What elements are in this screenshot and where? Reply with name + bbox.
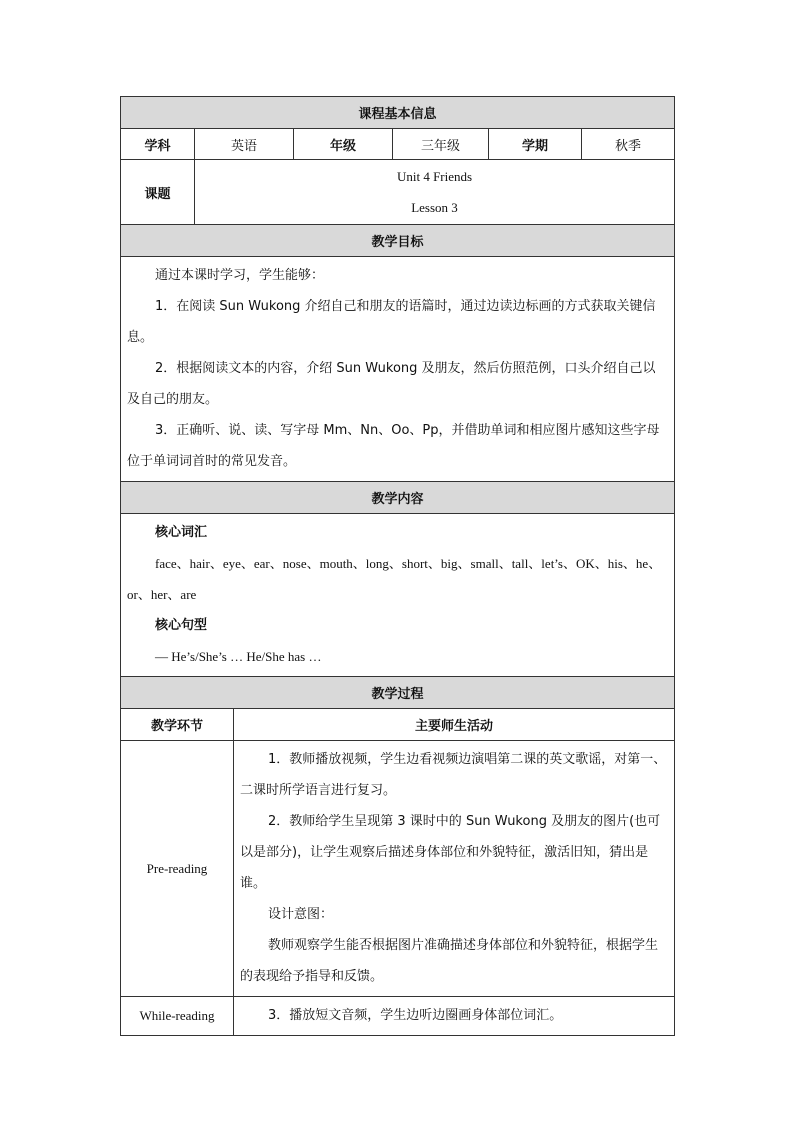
design-intent-label: 设计意图： — [268, 907, 334, 922]
stage-pre-reading: Pre-reading — [121, 741, 234, 997]
topic-lesson: Lesson 3 — [411, 200, 458, 215]
term-value: 秋季 — [582, 129, 675, 160]
objective-intro: 通过本课时学习，学生能够： — [155, 268, 325, 283]
activity-paragraph: 2．教师给学生呈现第 3 课时中的 Sun Wukong 及朋友的图片(也可以是部分)，让学生观察后描述身体部位和外貌特征，激活旧知，猜出是谁。 — [240, 814, 661, 891]
objectives-cell — [121, 257, 675, 482]
grade-value: 三年级 — [393, 129, 489, 160]
grade-label: 年级 — [294, 129, 393, 160]
process-header: 教学过程 — [121, 677, 675, 709]
content-cell — [121, 514, 675, 677]
activity-col-header: 主要师生活动 — [234, 709, 675, 741]
topic-label: 课题 — [121, 160, 195, 225]
objectives-header: 教学目标 — [121, 225, 675, 257]
topic-unit: Unit 4 Friends — [396, 169, 473, 184]
stage-col-header: 教学环节 — [121, 709, 234, 741]
activity-paragraph: 3．播放短文音频，学生边听边圈画身体部位词汇。 — [268, 1008, 563, 1023]
objective-item: 3．正确听、说、读、写字母 Mm、Nn、Oo、Pp，并借助单词和相应图片感知这些字母位于单词词首时的常见发音。 — [127, 423, 660, 469]
design-intent-text: 教师观察学生能否根据图片准确描述身体部位和外貌特征，根据学生的表现给予指导和反馈。 — [240, 938, 659, 984]
core-vocab-list: face、hair、eye、ear、nose、mouth、long、short、big、small、tall、let’s、OK、his、he、or、her、are — [127, 556, 662, 602]
stage-while-reading-activities — [234, 997, 675, 1036]
topic-value — [195, 160, 675, 225]
core-sentence: — He’s/She’s … He/She has … — [155, 649, 322, 664]
core-vocab-label: 核心词汇 — [155, 525, 208, 540]
activity-paragraph: 1．教师播放视频，学生边看视频边演唱第二课的英文歌谣，对第一、二课时所学语言进行复习。 — [240, 752, 667, 798]
stage-while-reading: While-reading — [121, 997, 234, 1036]
stage-pre-reading-activities — [234, 741, 675, 997]
subject-label: 学科 — [121, 129, 195, 160]
objective-item: 2．根据阅读文本的内容，介绍 Sun Wukong 及朋友，然后仿照范例，口头介绍自己以及自己的朋友。 — [127, 361, 656, 407]
core-sentence-label: 核心句型 — [155, 618, 208, 633]
lesson-plan-table — [120, 96, 675, 1036]
objective-item: 1．在阅读 Sun Wukong 介绍自己和朋友的语篇时，通过边读边标画的方式获取关键信息。 — [127, 299, 656, 345]
content-header: 教学内容 — [121, 482, 675, 514]
term-label: 学期 — [489, 129, 582, 160]
basic-info-header: 课程基本信息 — [121, 97, 675, 129]
subject-value: 英语 — [195, 129, 294, 160]
